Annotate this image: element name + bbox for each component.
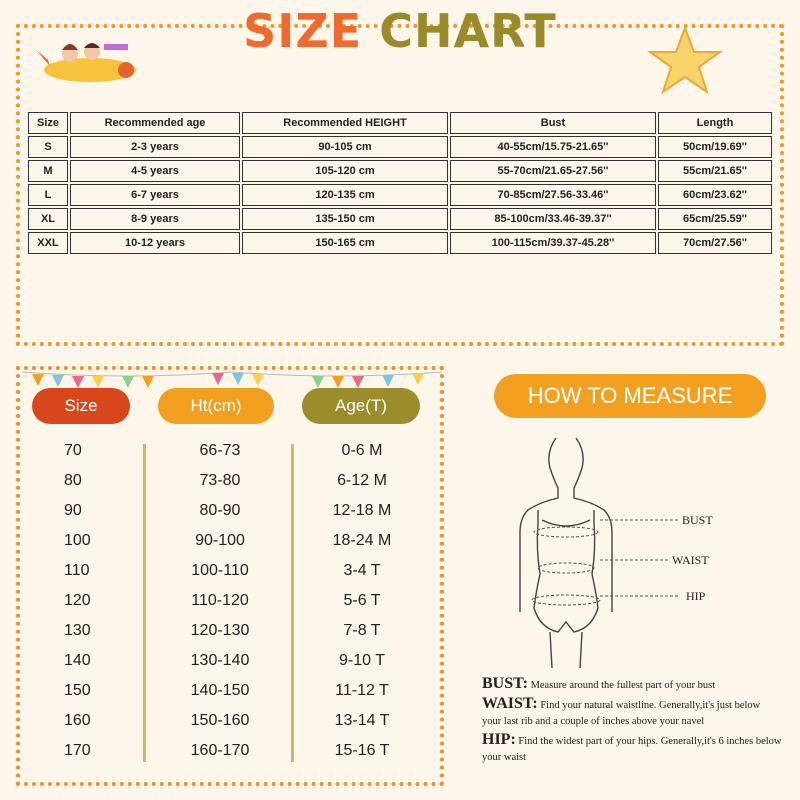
- measure-lines: [600, 516, 680, 606]
- cell-height: 105-120 cm: [242, 160, 448, 182]
- cell-height: 135-150 cm: [242, 208, 448, 230]
- list-item: 80-90: [199, 502, 241, 519]
- bust-label: BUST: [682, 513, 713, 527]
- cell-length: 55cm/21.65'': [658, 160, 772, 182]
- list-item: 110-120: [191, 592, 249, 609]
- list-item: 66-73: [199, 442, 241, 459]
- cell-height: 120-135 cm: [242, 184, 448, 206]
- list-item: 160: [64, 712, 91, 729]
- list-item: 110: [64, 562, 90, 579]
- list-item: 100: [64, 532, 91, 549]
- hip-label: HIP: [686, 589, 706, 603]
- cell-bust: 70-85cm/27.56-33.46'': [450, 184, 656, 206]
- list-item: 80: [64, 472, 82, 489]
- list-item: 140: [64, 652, 91, 669]
- cell-age: 8-9 years: [70, 208, 240, 230]
- note-text: Find the widest part of your hips. Generally,it's 6 inches below your waist: [482, 736, 782, 763]
- header-size: Size: [28, 112, 68, 134]
- note-key: WAIST:: [482, 695, 538, 712]
- cell-age: 10-12 years: [70, 232, 240, 254]
- list-item: 6-12 M: [337, 472, 387, 489]
- waist-label: WAIST: [672, 553, 709, 567]
- title-word-chart: CHART: [379, 4, 557, 58]
- cell-age: 2-3 years: [70, 136, 240, 158]
- note-waist: [482, 696, 782, 730]
- cell-length: 70cm/27.56'': [658, 232, 772, 254]
- cell-size: XXL: [28, 232, 68, 254]
- note-key: BUST:: [482, 675, 528, 692]
- list-item: 160-170: [190, 742, 250, 759]
- table-row: [28, 136, 772, 158]
- list-item: 120: [64, 592, 91, 609]
- cell-bust: 85-100cm/33.46-39.37'': [450, 208, 656, 230]
- cell-length: 65cm/25.59'': [658, 208, 772, 230]
- cell-age: 4-5 years: [70, 160, 240, 182]
- size-column-header: Size: [32, 388, 130, 424]
- list-item: 120-130: [190, 622, 250, 639]
- table-row: [28, 160, 772, 182]
- header-bust: Bust: [450, 112, 656, 134]
- header-length: Length: [658, 112, 772, 134]
- note-hip: [482, 732, 782, 766]
- list-item: 18-24 M: [332, 532, 392, 549]
- column-divider: [143, 444, 146, 762]
- cell-size: XL: [28, 208, 68, 230]
- header-age: Recommended age: [70, 112, 240, 134]
- cell-size: S: [28, 136, 68, 158]
- table-row: [28, 184, 772, 206]
- title-word-size: SIZE: [243, 4, 363, 58]
- cell-bust: 55-70cm/21.65-27.56'': [450, 160, 656, 182]
- list-item: 9-10 T: [339, 652, 385, 669]
- airplane-kids-icon: [30, 30, 150, 90]
- table-row: [28, 208, 772, 230]
- cell-bust: 40-55cm/15.75-21.65'': [450, 136, 656, 158]
- height-column-header: Ht(cm): [158, 388, 274, 424]
- column-divider: [291, 444, 294, 762]
- bunting-icon: [22, 370, 442, 390]
- list-item: 5-6 T: [343, 592, 381, 609]
- cell-age: 6-7 years: [70, 184, 240, 206]
- cell-height: 150-165 cm: [242, 232, 448, 254]
- size-column: [40, 436, 134, 766]
- list-item: 13-14 T: [334, 712, 390, 729]
- size-table-header: [28, 112, 772, 134]
- cell-bust: 100-115cm/39.37-45.28'': [450, 232, 656, 254]
- star-icon: [640, 20, 730, 100]
- note-text: Find your natural waistline. Generally,it's just below your last rib and a couple of inches above your navel: [482, 700, 761, 727]
- list-item: 11-12 T: [335, 682, 389, 699]
- note-text: Measure around the fullest part of your bust: [530, 680, 716, 691]
- list-item: 140-150: [190, 682, 250, 699]
- list-item: 170: [64, 742, 91, 759]
- list-item: 90-100: [195, 532, 245, 549]
- table-row: [28, 232, 772, 254]
- list-item: 3-4 T: [343, 562, 381, 579]
- list-item: 73-80: [199, 472, 241, 489]
- list-item: 100-110: [191, 562, 249, 579]
- list-item: 70: [64, 442, 82, 459]
- height-column: [160, 436, 280, 766]
- list-item: 7-8 T: [343, 622, 381, 639]
- list-item: 12-18 M: [332, 502, 392, 519]
- cell-length: 50cm/19.69'': [658, 136, 772, 158]
- list-item: 15-16 T: [334, 742, 390, 759]
- list-item: 130: [64, 622, 91, 639]
- cell-size: L: [28, 184, 68, 206]
- cell-height: 90-105 cm: [242, 136, 448, 158]
- age-column-header: Age(T): [302, 388, 420, 424]
- list-item: 150: [64, 682, 91, 699]
- age-column: [302, 436, 422, 766]
- size-table: [26, 110, 774, 256]
- note-key: HIP:: [482, 731, 516, 748]
- measure-notes: [482, 676, 782, 768]
- cell-length: 60cm/23.62'': [658, 184, 772, 206]
- list-item: 130-140: [190, 652, 250, 669]
- how-to-measure-heading: HOW TO MEASURE: [494, 374, 766, 418]
- header-height: Recommended HEIGHT: [242, 112, 448, 134]
- list-item: 150-160: [190, 712, 250, 729]
- list-item: 0-6 M: [341, 442, 383, 459]
- note-bust: [482, 676, 782, 694]
- list-item: 90: [64, 502, 82, 519]
- cell-size: M: [28, 160, 68, 182]
